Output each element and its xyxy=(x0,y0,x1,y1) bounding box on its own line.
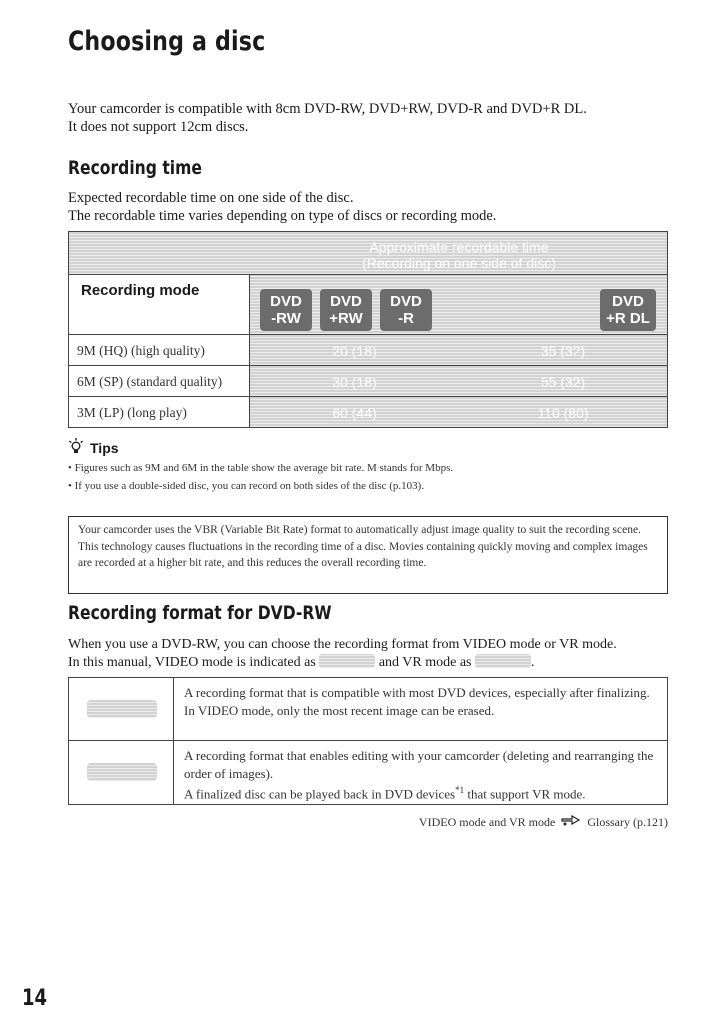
recording-time-line-1: Expected recordable time on one side of the disc. xyxy=(68,190,354,206)
vr-mode-badge xyxy=(475,654,531,668)
tips-title: Tips xyxy=(90,439,119,456)
format-description: A recording format that is compatible with most DVD devices, especially after finalizing. In VIDEO mode, only the most recent image can be erased. xyxy=(184,685,650,718)
vr-mode-icon xyxy=(87,763,157,781)
mode-header-label: Recording mode xyxy=(81,282,200,299)
vbr-note-box xyxy=(68,516,668,594)
table-row-label: 3M (LP) (long play) xyxy=(68,397,250,428)
table-cell-single-layer: 30 (18) xyxy=(250,366,459,397)
table-header-line-2: (Recording on one side of disc) xyxy=(362,255,556,271)
format-icon-cell xyxy=(69,678,174,740)
reference-text-right: Glossary (p.121) xyxy=(587,814,668,829)
tips-list xyxy=(68,459,668,495)
table-cell-dual-layer: 55 (32) xyxy=(459,366,668,397)
recording-time-heading: Recording time xyxy=(68,157,202,179)
table-header-line-1: Approximate recordable time xyxy=(369,239,549,255)
mode-column-header xyxy=(68,275,250,335)
recording-time-table xyxy=(68,231,668,427)
recording-format-table xyxy=(68,677,668,805)
video-mode-badge xyxy=(319,654,375,668)
video-mode-icon xyxy=(87,700,157,718)
page-title: Choosing a disc xyxy=(68,26,266,57)
table-row xyxy=(69,740,667,805)
recording-time-line-2: The recordable time varies depending on type of discs or recording mode. xyxy=(68,208,497,224)
table-cell-dual-layer: 35 (32) xyxy=(459,335,668,366)
recording-time-intro xyxy=(68,189,668,225)
vbr-note-text: Your camcorder uses the VBR (Variable Bit Rate) format to automatically adjust image quality to suit the recording scene. This technology causes fluctuations in the recording time of a disc. Movies containing quickly moving and complex images are recorded at a higher bit rate, and this reduces the overall recording time. xyxy=(78,524,648,569)
intro-line-1: Your camcorder is compatible with 8cm DVD-RW, DVD+RW, DVD-R and DVD+R DL. xyxy=(68,101,587,117)
disc-badge-dvd-r: DVD -R xyxy=(380,289,432,331)
format-icon-cell xyxy=(69,741,174,805)
disc-type-header xyxy=(250,275,668,335)
table-cell-single-layer: 60 (44) xyxy=(250,397,459,428)
disc-badge-dvd-rw: DVD -RW xyxy=(260,289,312,331)
disc-badge-dvd-plus-rw: DVD +RW xyxy=(320,289,372,331)
dvdrw-line-1: When you use a DVD-RW, you can choose the recording format from VIDEO mode or VR mode. xyxy=(68,637,617,652)
light-bulb-icon xyxy=(68,438,84,457)
page-number: 14 xyxy=(22,986,48,1011)
disc-badge-dvd-plus-r-dl: DVD +R DL xyxy=(600,289,656,331)
reference-text-left: VIDEO mode and VR mode xyxy=(418,814,556,829)
tips-heading xyxy=(68,438,119,457)
table-row xyxy=(69,678,667,740)
reference-pointer-icon xyxy=(561,813,581,831)
list-item: • Figures such as 9M and 6M in the table show the average bit rate. M stands for Mbps. xyxy=(68,459,668,477)
table-row-label: 9M (HQ) (high quality) xyxy=(68,335,250,366)
table-row-label: 6M (SP) (standard quality) xyxy=(68,366,250,397)
intro-paragraph xyxy=(68,100,668,136)
dvdrw-line-2-middle: and VR mode as xyxy=(378,655,472,670)
dvdrw-format-intro: When you use a DVD-RW, you can choose the recording format from VIDEO mode or VR mode. In this manual, VIDEO mode is indicated as and VR mode as . xyxy=(68,637,617,670)
dvdrw-format-heading: Recording format for DVD-RW xyxy=(68,602,332,624)
glossary-reference xyxy=(419,813,668,831)
table-cell-dual-layer: 110 (80) xyxy=(459,397,668,428)
intro-line-2: It does not support 12cm discs. xyxy=(68,119,249,135)
list-item: • If you use a double-sided disc, you can record on both sides of the disc (p.103). xyxy=(68,477,668,495)
dvdrw-line-2-prefix: In this manual, VIDEO mode is indicated as xyxy=(68,655,316,670)
format-description: A recording format that enables editing with your camcorder (deleting and rearranging the order of images). A finalized disc can be played back in DVD devices$^{*1}$ that support VR mode. xyxy=(184,748,654,802)
table-cell-single-layer: 20 (18) xyxy=(250,335,459,366)
